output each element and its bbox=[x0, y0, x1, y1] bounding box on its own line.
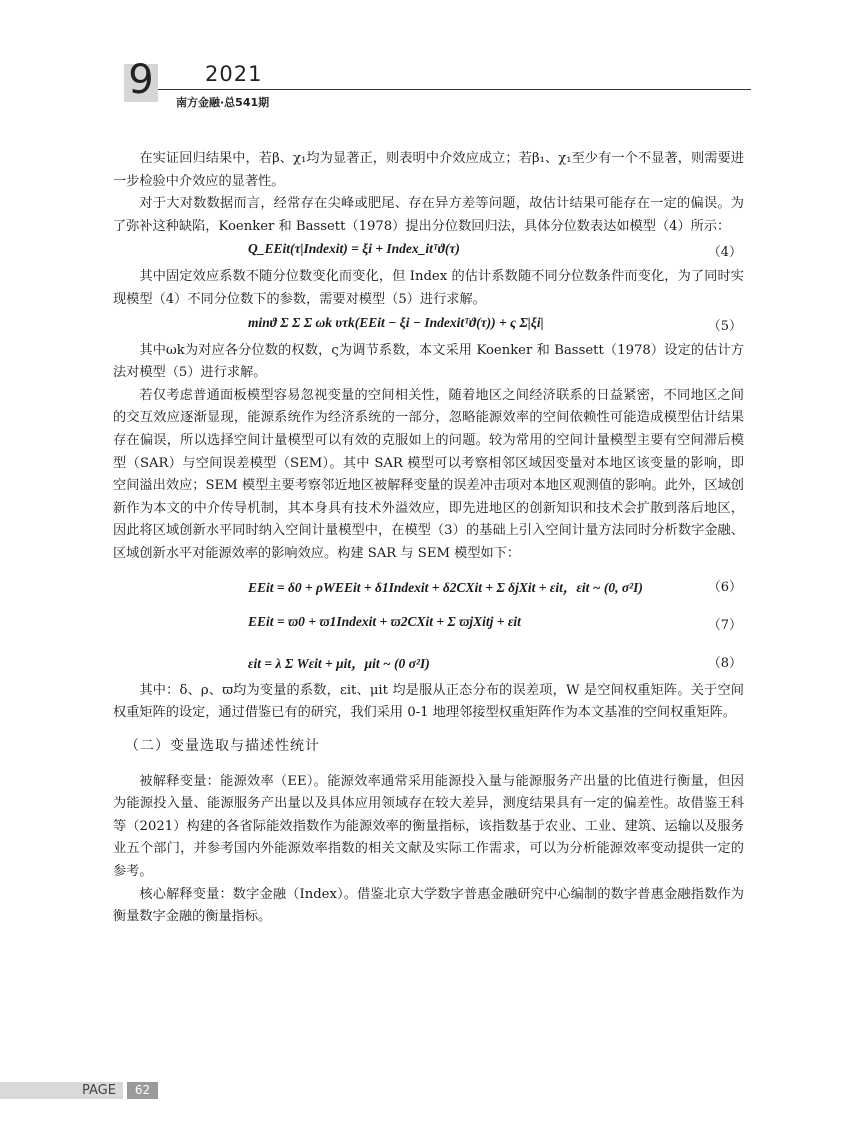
equation-5 bbox=[113, 312, 744, 340]
paragraph-dependent-variable: 被解释变量：能源效率（EE）。能源效率通常采用能源投入量与能源服务产出量的比值进行衡量，但因为能源投入量、能源服务产出量以及具体应用领域存在较大差异，测度结果具有一定的偏差性。故借鉴王科等（2021）构建的各省际能效指数作为能源效率的衡量指标，该指数基于农业、工业、建筑、运输以及服务业五个部门，并参考国内外能源效率指数的相关文献及实际工作需求，可以为分析能源效率变动提供一定的参考。 bbox=[113, 773, 744, 880]
equation-6-formula: EEit = δ0 + ρWEEit + δ1Indexit + δ2CXit + Σ δjXit + εit，εit ~ (0, σ²I) bbox=[248, 579, 643, 595]
issue-number: 9 bbox=[128, 57, 154, 103]
equation-4-formula: Q_EEit(τ|Indexit) = ξi + Index_itᵀϑ(τ) bbox=[248, 241, 460, 257]
journal-name: 南方金融·总541期 bbox=[176, 96, 270, 109]
equation-4 bbox=[113, 238, 744, 266]
paragraph-spatial-models: 若仅考虑普通面板模型容易忽视变量的空间相关性，随着地区之间经济联系的日益紧密，不同地区之间的交互效应逐渐显现，能源系统作为经济系统的一部分，忽略能源效率的空间依赖性可能造成模型估计结果存在偏误，所以选择空间计量模型可以有效的克服如上的问题。较为常用的空间计量模型主要有空间滞后模型（SAR）与空间误差模型（SEM）。其中 SAR 模型可以考察相邻区域因变量对本地区该变量的影响，即空间溢出效应；SEM 模型主要考察邻近地区被解释变量的误差冲击项对本地区观测值的影响。此外，区域创新作为本文的中介传导机制，其本身具有技术外溢效应，即先进地区的创新知识和技术会扩散到落后地区，因此将区域创新水平同时纳入空间计量模型中，在模型（3）的基础上引入空间计量方法同时分析数字金融、区域创新水平对能源效率的影响效应。构建 SAR 与 SEM 模型如下： bbox=[113, 387, 744, 561]
paragraph-mediation: 在实证回归结果中，若β、χ₁均为显著正，则表明中介效应成立；若β₁、χ₁至少有一个不显著，则需要进一步检验中介效应的显著性。 bbox=[113, 151, 744, 189]
header-year: 2021 bbox=[205, 62, 263, 86]
paragraph-fixed-effects: 其中固定效应系数不随分位数变化而变化，但 Index 的估计系数随不同分位数条件而变化，为了同时实现模型（4）不同分位数下的参数，需要对模型（5）进行求解。 bbox=[113, 269, 744, 307]
equation-5-formula: minϑ Σ Σ Σ ωk υτk(EEit − ξi − Indexitᵀϑ(τ)) + ς Σ|ξi| bbox=[248, 314, 544, 330]
footer-page-label: PAGE bbox=[82, 1083, 116, 1098]
equation-7-formula: EEit = ϖ0 + ϖ1Indexit + ϖ2CXit + Σ ϖjXitj + εit bbox=[248, 613, 521, 629]
equation-4-number: （4） bbox=[707, 245, 742, 261]
equation-6-number: （6） bbox=[707, 579, 742, 595]
footer-page-number: 62 bbox=[127, 1082, 158, 1099]
equation-6 bbox=[113, 566, 744, 604]
equation-5-number: （5） bbox=[707, 318, 742, 334]
paragraph-weights: 其中ωk为对应各分位数的权数，ς为调节系数，本文采用 Koenker 和 Bassett（1978）设定的估计方法对模型（5）进行求解。 bbox=[113, 342, 744, 381]
equation-8 bbox=[113, 642, 744, 680]
equation-7 bbox=[113, 604, 744, 642]
equation-8-number: （8） bbox=[707, 655, 742, 671]
section-title: （二）变量选取与描述性统计 bbox=[125, 737, 320, 754]
paragraph-core-variable: 核心解释变量：数字金融（Index）。借鉴北京大学数字普惠金融研究中心编制的数字普惠金融指数作为衡量数字金融的衡量指标。 bbox=[113, 886, 744, 925]
equation-8-formula: εit = λ Σ Wεit + μit，μit ~ (0 σ²I) bbox=[248, 655, 430, 671]
article-body bbox=[113, 148, 744, 929]
header-rule bbox=[158, 89, 751, 90]
paragraph-quantile-intro: 对于大对数数据而言，经常存在尖峰或肥尾、存在异方差等问题，故估计结果可能存在一定的偏误。为了弥补这种缺陷，Koenker 和 Bassett（1978）提出分位数回归法，具体分位数表达如模型（4）所示： bbox=[113, 196, 744, 234]
equation-7-number: （7） bbox=[707, 617, 742, 633]
paragraph-coefficients: 其中：δ、ρ、ϖ均为变量的系数，εit、μit 均是服从正态分布的误差项，W 是空间权重矩阵。关于空间权重矩阵的设定，通过借鉴已有的研究，我们采用 0-1 地理邻接型权重矩阵作为本文基准的空间权重矩阵。 bbox=[113, 682, 744, 721]
